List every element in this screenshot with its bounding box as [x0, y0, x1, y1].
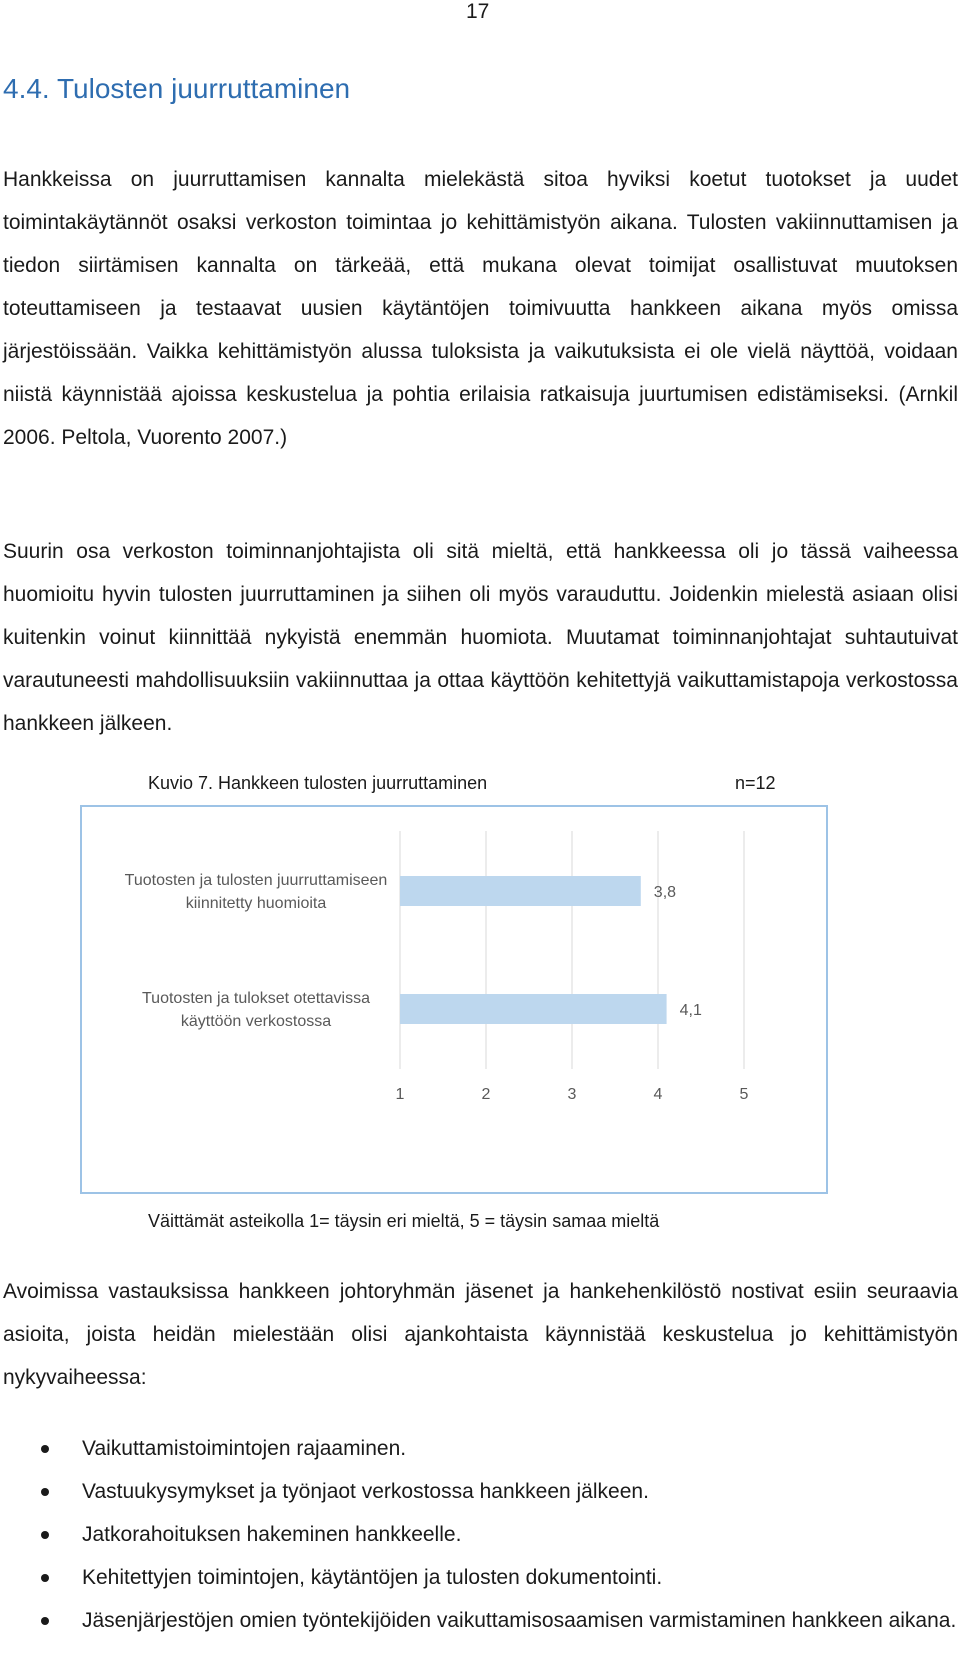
bullet-list [0, 1427, 958, 1642]
figure-note: Väittämät asteikolla 1= täysin eri mieltä, 5 = täysin samaa mieltä [148, 1211, 660, 1231]
x-tick-label: 3 [567, 1086, 577, 1103]
bullet-text: Kehitettyjen toimintojen, käytäntöjen ja tulosten dokumentointi. [82, 1566, 663, 1589]
bar [400, 994, 667, 1024]
bullet-dot-icon [41, 1488, 49, 1496]
figure-sample-size: n=12 [735, 773, 776, 793]
paragraph-2: Suurin osa verkoston toiminnanjohtajista oli sitä mieltä, että hankkeessa oli jo tässä vaiheessa huomioitu hyvin tulosten juurruttaminen ja siihen oli myös varauduttu. Joidenkin mielestä asiaan olisi kuitenkin voinut kiinnittää nykyistä enemmän huomiota. Muutamat toiminnanjohtajat suhtautuivat varautuneesti mahdollisuuksiin vakiinnuttaa ja ottaa käyttöön kehitettyjä vaikuttamistapoja verkostossa hankkeen jälkeen. [3, 540, 958, 735]
bullet-dot-icon [41, 1445, 49, 1453]
bullet-dot-icon [41, 1574, 49, 1582]
bullet-text: Jatkorahoituksen hakeminen hankkeelle. [82, 1523, 462, 1546]
bar [400, 876, 641, 906]
x-tick-label: 1 [395, 1086, 405, 1103]
paragraph-1: Hankkeissa on juurruttamisen kannalta mielekästä sitoa hyviksi koetut tuotokset ja uudet toimintakäytännöt osaksi verkoston toimintaa jo kehittämistyön aikana. Tulosten vakiinnuttamisen ja tiedon siirtämisen kannalta on tärkeää, että mukana olevat toimijat osallistuvat muutoksen toteuttamiseen ja testaavat uusien käytäntöjen toimivuutta hankkeen aikana myös omissa järjestöissään. Vaikka kehittämistyön alussa tuloksista ja vaikutuksista ei ole vielä näyttöä, voidaan niistä käynnistää ajoissa keskustelua ja pohtia erilaisia ratkaisuja juurtumisen edistämiseksi. (Arnkil 2006. Peltola, Vuorento 2007.) [3, 168, 958, 449]
bullet-item [0, 1556, 958, 1599]
bullet-text: Vaikuttamistoimintojen rajaaminen. [82, 1437, 407, 1460]
category-label: Tuotosten ja tulosten juurruttamiseen [124, 872, 388, 889]
category-label: kiinnitetty huomioita [185, 895, 327, 912]
paragraph-3: Avoimissa vastauksissa hankkeen johtoryhmän jäsenet ja hankehenkilöstö nostivat esiin seuraavia asioita, joista heidän mielestään olisi ajankohtaista käynnistää keskustelua jo kehittämistyön nykyvaiheessa: [3, 1280, 958, 1389]
section-heading: 4.4. Tulosten juurruttaminen [3, 73, 351, 104]
x-tick-label: 4 [653, 1086, 663, 1103]
category-label: käyttöön verkostossa [180, 1013, 332, 1030]
bullet-dot-icon [41, 1531, 49, 1539]
data-label: 3,8 [653, 884, 677, 901]
bullet-text: Jäsenjärjestöjen omien työntekijöiden vaikuttamisosaamisen varmistaminen hankkeen aikana. [82, 1609, 957, 1632]
x-tick-label: 5 [739, 1086, 749, 1103]
figure-caption: Kuvio 7. Hankkeen tulosten juurruttaminen [148, 773, 488, 793]
bullet-item [0, 1427, 958, 1470]
bar-chart [80, 805, 828, 1194]
bullet-item [0, 1513, 958, 1556]
x-tick-label: 2 [481, 1086, 491, 1103]
bullet-item [0, 1470, 958, 1513]
bullet-item [0, 1599, 958, 1642]
bullet-dot-icon [41, 1617, 49, 1625]
category-label: Tuotosten ja tulokset otettavissa [142, 990, 370, 1007]
data-label: 4,1 [679, 1002, 702, 1019]
page-number: 17 [466, 0, 490, 23]
bullet-text: Vastuukysymykset ja työnjaot verkostossa hankkeen jälkeen. [82, 1480, 649, 1503]
